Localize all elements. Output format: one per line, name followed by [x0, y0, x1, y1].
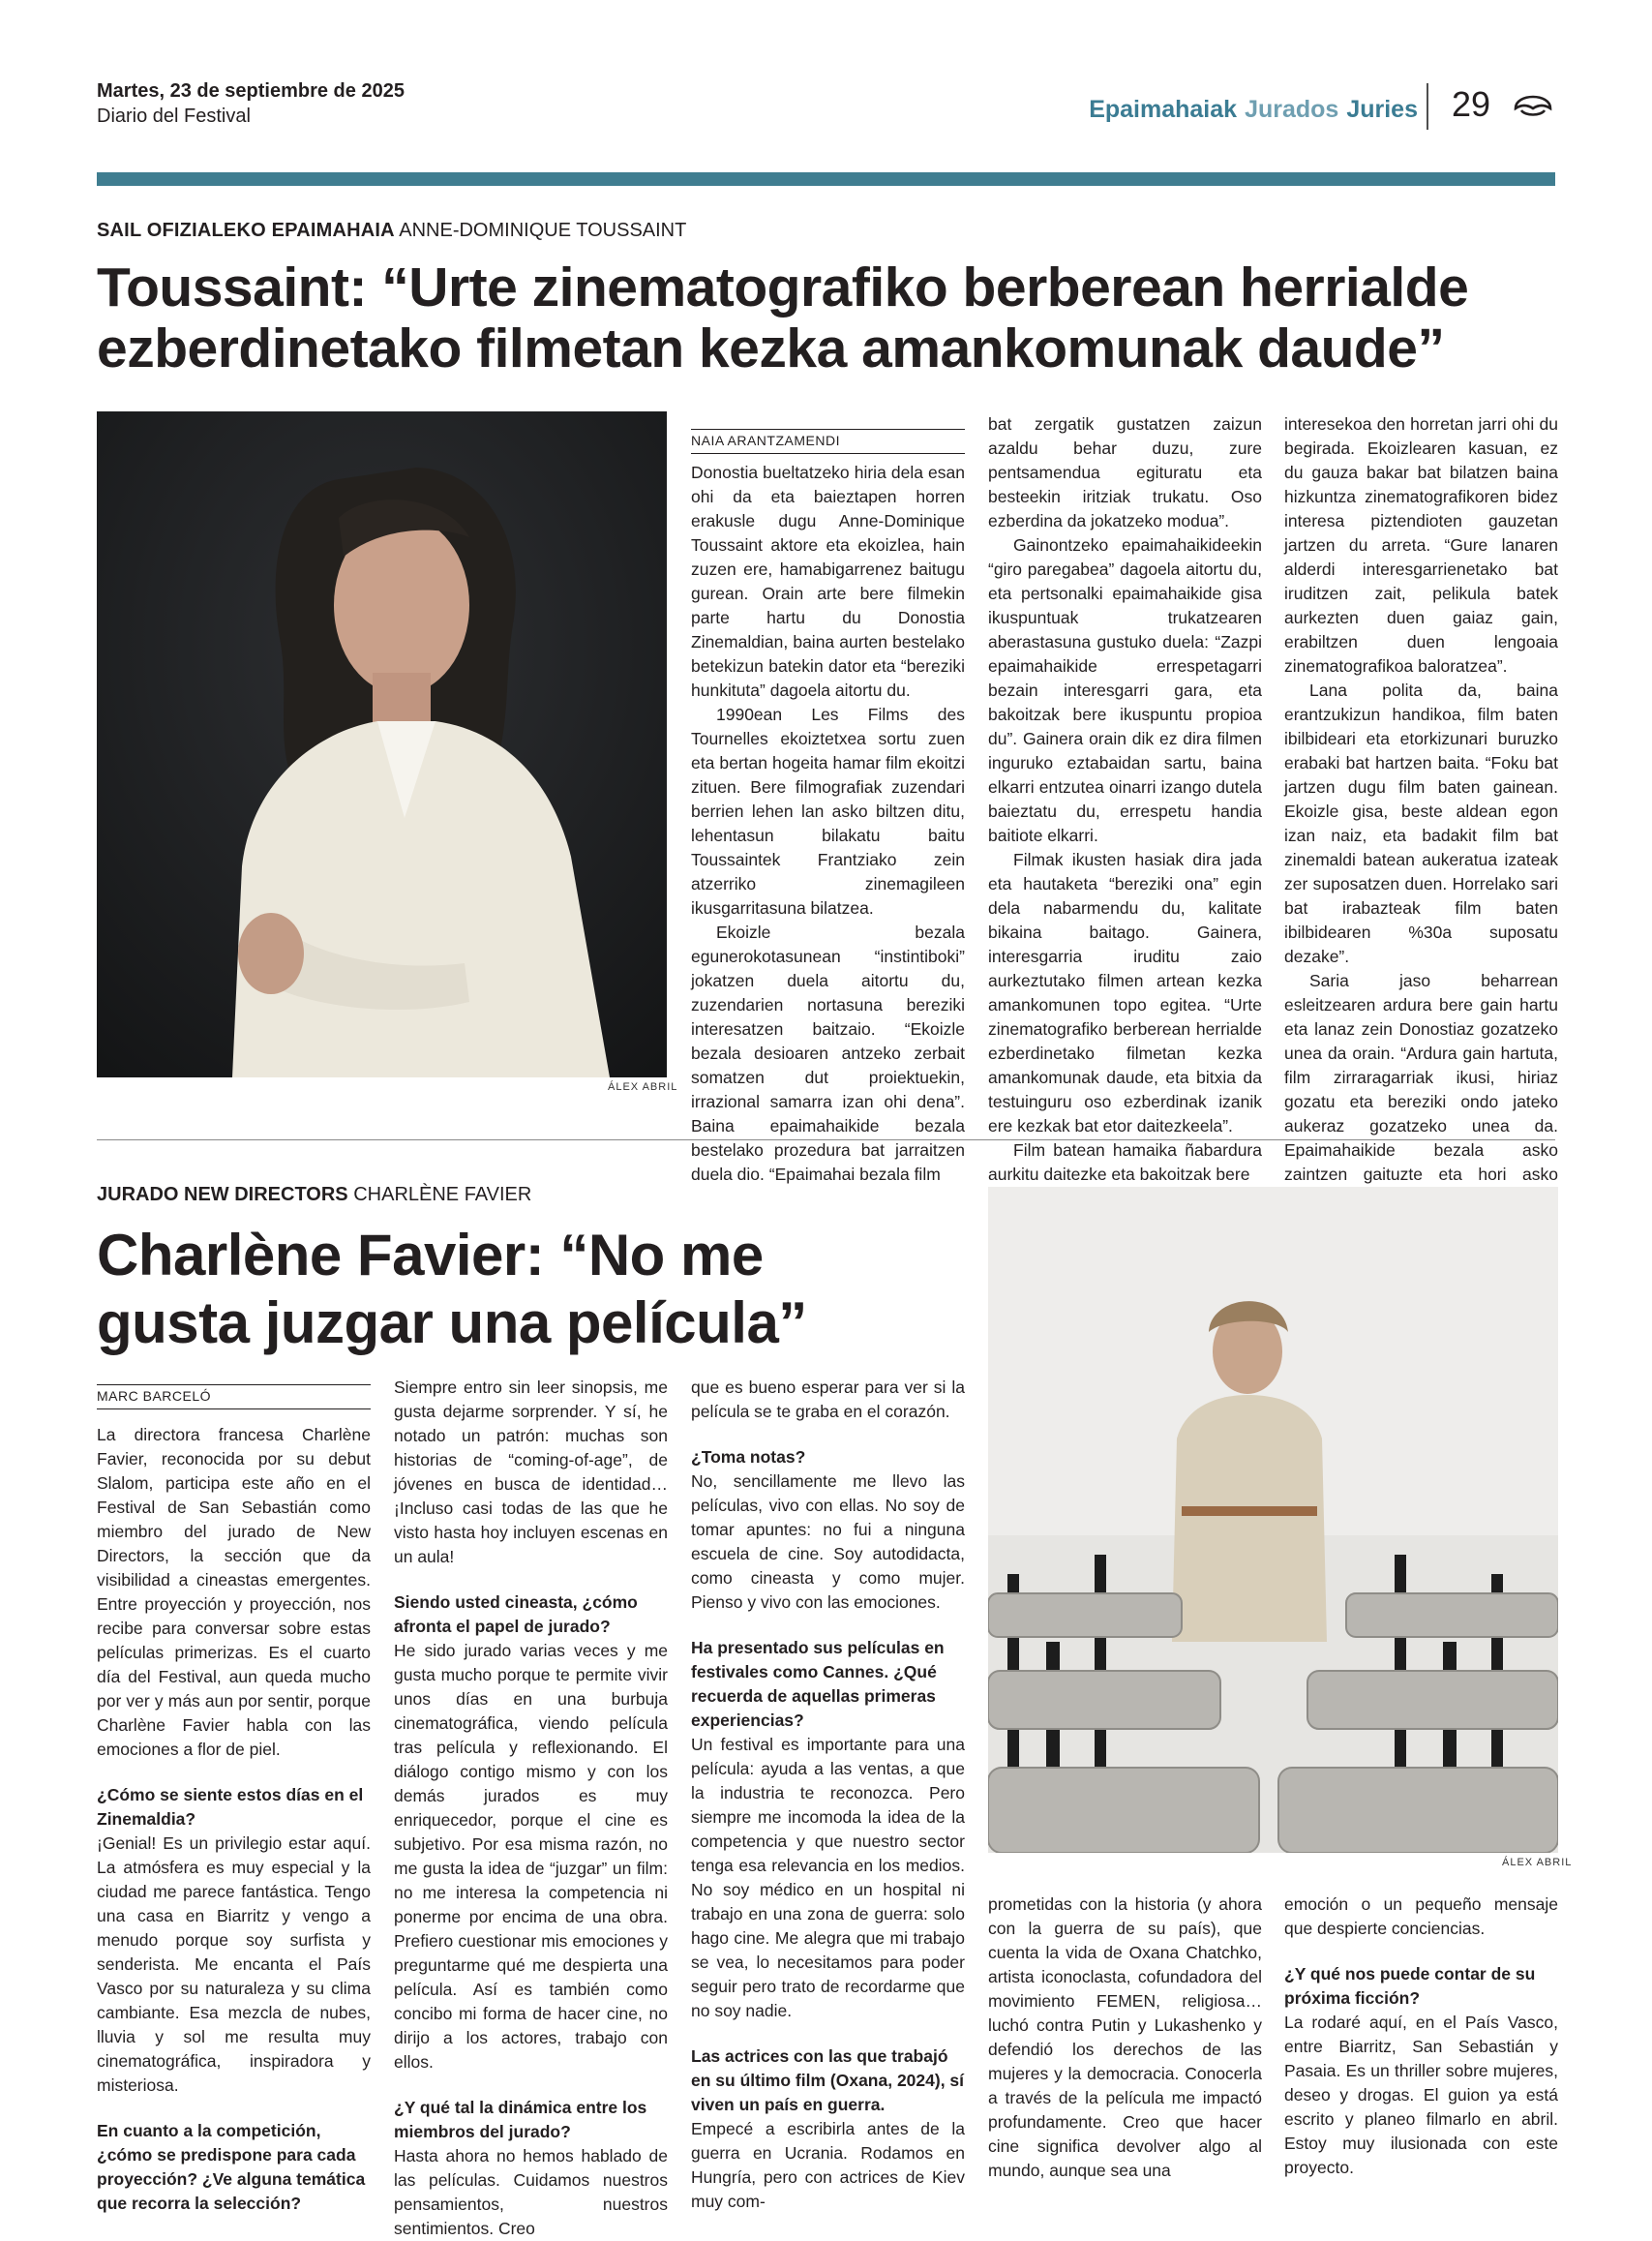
paragraph: Gainontzeko epaimahaikideekin “giro paregabea” dagoela aitortu du, eta pertsonalki epaimahaikide gisa ikuspuntuak trukatzearen aberastasuna gustuko duela: “Zazpi epaimahaikide errespetagarri bezain interesgarri gara, eta bakoitzak bere ikuspuntu propioa du”. Gainera orain dik ez dira filmen inguruko eztabaidan sartu, baina elkarri entzutea oinarri izango dutela baieztatu du, errespetu handia baitiote elkarri.: [988, 535, 1262, 845]
section-en: Juries: [1346, 96, 1418, 123]
answer: que es bueno esperar para ver si la película se te graba en el corazón.: [691, 1378, 965, 1421]
article1-byline: NAIA ARANTZAMENDI: [691, 429, 965, 454]
article2-kicker-name: CHARLÈNE FAVIER: [353, 1184, 532, 1205]
article2-column-4: [988, 1893, 1262, 2183]
article1-column-3: [1284, 412, 1558, 1211]
article2-kicker: [97, 1183, 531, 1206]
article2-headline: Charlène Favier: “No me gusta juzgar una película”: [97, 1223, 807, 1355]
question: Las actrices con las que trabajó en su último film (Oxana, 2024), sí viven un país en guerra.: [691, 2046, 965, 2114]
article2-kicker-section: JURADO NEW DIRECTORS: [97, 1184, 348, 1205]
paragraph: interesekoa den horretan jarri ohi du begirada. Ekoizlearen kasuan, ez du gauza bakar bat bilatzen baina hizkuntza zinematografikoren bidez interesa piztendioten gauzetan jartzen du arreta. “Gure lanaren alderdi interesgarrienetako bat iruditzen zait, pelikula batek aurkezten duen gaiaz gain, erabiltzen duen lengoaia zinematografikoa baloratzea”.: [1284, 414, 1558, 676]
question: Siendo usted cineasta, ¿cómo afronta el papel de jurado?: [394, 1592, 638, 1636]
top-rule: [97, 172, 1555, 186]
question: En cuanto a la competición, ¿cómo se predispone para cada proyección? ¿Ve alguna temática que recorra la selección?: [97, 2121, 366, 2213]
festival-shell-icon: [1512, 87, 1554, 122]
answer: Hasta ahora no hemos hablado de las películas. Cuidamos nuestros pensamientos, nuestros sentimientos. Creo: [394, 2146, 668, 2238]
header-divider: [1427, 83, 1428, 130]
article1-kicker-section: SAIL OFIZIALEKO EPAIMAHAIA: [97, 220, 395, 241]
article-divider: [97, 1139, 1555, 1140]
question: ¿Y qué tal la dinámica entre los miembros del jurado?: [394, 2098, 647, 2141]
paragraph: Film batean hamaika ñabardura aurkitu daitezke eta bakoitzak bere: [988, 1140, 1262, 1184]
intro-paragraph: La directora francesa Charlène Favier, reconocida por su debut Slalom, participa este año en el Festival de San Sebastián como miembro del jurado de New Directors, la sección que da visibilidad a cineastas emergentes. Entre proyección y proyección, nos recibe para conversar sobre estas películas primerizas. Es el cuarto día del Festival, aun queda mucho por ver y más aun por sentir, porque Charlène Favier habla con las emociones a flor de piel.: [97, 1425, 371, 1759]
question: ¿Toma notas?: [691, 1447, 806, 1467]
paragraph: Lana polita da, baina erantzukizun handikoa, film baten ibilbideari eta etorkizunari buruzko erabaki bat hartzen baita. “Foku bat jartzen dugu film baten gainean. Ekoizle gisa, beste aldean egon izan naiz, eta badakit film bat zinemaldi batean aukeratua izateak zer suposatzen duen. Horrelako sari bat irabazteak film baten ibilbidearen %30a suposatu dezake”.: [1284, 681, 1558, 966]
section-es: Jurados: [1245, 96, 1339, 123]
paragraph: Donostia bueltatzeko hiria dela esan ohi da eta baieztapen horren erakusle dugu Anne-Dominique Toussaint aktore eta ekoizlea, hain zuzen ere, hamabigarrenez baitugu gurean. Orain arte bere filmekin parte hartu du Donostia Zinemaldian, baina aurten bestelako betekizun batekin dator eta “bereziki hunkituta” dagoela aitortu du.: [691, 463, 965, 700]
article1-headline: Toussaint: “Urte zinematografiko berberean herrialde ezberdinetako filmetan kezka amankomunak daude”: [97, 257, 1469, 379]
answer: La rodaré aquí, en el País Vasco, entre Biarritz, San Sebastián y Pasaia. Es un thriller sobre mujeres, deseo y drogas. El guion ya está escrito y planeo filmarlo en abril. Estoy muy ilusionada con este proyecto.: [1284, 2013, 1558, 2177]
publication-name: Diario del Festival: [97, 106, 251, 127]
paragraph: Ekoizle bezala egunerokotasunean “instintiboki” jokatzen duela aitortu du, zuzendarien nortasuna bereziki interesatzen baitzaio. “Ekoizle bezala desioaren antzeko zerbait somatzen dut proiektuekin, irrazional samarra izan ohi dena”. Baina epaimahaikide bezala bestelako prozedura bat jarraitzen duela dio. “Epaimahai bezala film: [691, 923, 965, 1184]
section-eu: Epaimahaiak: [1089, 96, 1238, 123]
paragraph: 1990ean Les Films des Tournelles ekoiztetxea sortu zuen eta bertan hogeita hamar film ekoitzi zituen. Bere filmografiak zuzendari berrien lehen lan asko biltzen ditu, lehentasun bilakatu baitu Toussaintek Frantziako zein atzerriko zinemagileen ikusgarritasuna bilatzea.: [691, 705, 965, 918]
paragraph: Filmak ikusten hasiak dira jada eta hautaketa “bereziki ona” egin dela nabarmendu du, kalitate bikaina baitago. Gainera, interesgarria iruditu zaio aurkeztutako filmen artean kezka amankomunen topo egitea. “Urte zinematografiko berberean herrialde ezberdinetako filmetan kezka amankomunak daude, eta bitxia da testuinguru oso ezberdinak izanik ere kezkak bat etor daitezkeela”.: [988, 850, 1262, 1136]
article2-column-2: [394, 1376, 668, 2241]
answer: ¡Genial! Es un privilegio estar aquí. La atmósfera es muy especial y la ciudad me parece fantástica. Tengo una casa en Biarritz y vengo a menudo porque soy surfista y senderista. Me encanta el País Vasco por su naturaleza y su clima cambiante. Esa mezcla de nubes, lluvia y sol me resulta muy cinematográfica, inspiradora y misteriosa.: [97, 1833, 371, 2095]
answer: Un festival es importante para una película: ayuda a las ventas, a que la industria te reconozca. Pero siempre me incomoda la idea de la competencia y que nuestro sector tenga esa relevancia en los medios. No soy médico en un hospital ni trabajo en una zona de guerra: solo hago cine. Me alegra que mi trabajo se vea, lo necesitamos para poder seguir pero trato de recordarme que no soy nadie.: [691, 1735, 965, 2020]
answer: No, sencillamente me llevo las películas, vivo con ellas. No soy de tomar apuntes: no fui a ninguna escuela de cine. Soy autodidacta, como cineasta y como mujer. Pienso y vivo con las emociones.: [691, 1471, 965, 1612]
article2-column-3: [691, 1376, 965, 2214]
article2-byline: MARC BARCELÓ: [97, 1384, 371, 1409]
article1-column-2: [988, 412, 1262, 1187]
article2-photo-favier: [988, 1187, 1558, 1853]
answer: prometidas con la historia (y ahora con la guerra de su país), que cuenta la vida de Oxana Chatchko, artista iconoclasta, cofundadora del movimiento FEMEN, religiosa… luchó contra Putin y Lukashenko y defendió los derechos de las mujeres y la democracia. Conocerla a través de la película me impactó profundamente. Creo que hacer cine significa devolver algo al mundo, aunque sea una: [988, 1894, 1262, 2180]
article2-column-5: [1284, 1893, 1558, 2180]
portrait-illustration: [97, 411, 667, 1077]
answer: emoción o un pequeño mensaje que despierte conciencias.: [1284, 1894, 1558, 1938]
paragraph: bat zergatik gustatzen zaizun azaldu behar duzu, zure pentsamendua egituratu eta besteekin iritziak trukatu. Oso ezberdina da jokatzeko modua”.: [988, 414, 1262, 530]
issue-date: Martes, 23 de septiembre de 2025: [97, 80, 405, 102]
question: ¿Cómo se siente estos días en el Zinemaldia?: [97, 1785, 364, 1829]
paragraph: Saria jaso beharrean esleitzearen ardura bere gain hartu eta lanaz zein Donostiaz gozatzeko unea da orain. “Ardura gain hartuta, film zirraragarriak ikusi, hiriaz gozatu eta bereziki ondo jateko aukeraz gozatzeko unea da. Epaimahaikide bezala asko zaintzen gaituzte eta hori asko: [1284, 971, 1558, 1184]
article1-photo-credit: ÁLEX ABRIL: [608, 1081, 678, 1093]
article1-kicker-name: ANNE-DOMINIQUE TOUSSAINT: [399, 220, 687, 241]
article1-kicker: [97, 219, 686, 242]
answer: Siempre entro sin leer sinopsis, me gusta dejarme sorprender. Y sí, he notado un patrón: muchas son historias de “coming-of-age”, de jóvenes en busca de identidad… ¡Incluso casi todas de las que he visto hasta hoy incluyen escenas en un aula!: [394, 1378, 668, 1566]
article2-photo-credit: ÁLEX ABRIL: [1502, 1857, 1573, 1868]
question: Ha presentado sus películas en festivales como Cannes. ¿Qué recuerda de aquellas primeras experiencias?: [691, 1638, 945, 1730]
article1-photo-toussaint: [97, 411, 667, 1077]
page-number: 29: [1452, 84, 1491, 124]
question: ¿Y qué nos puede contar de su próxima ficción?: [1284, 1964, 1536, 2008]
cinema-seats-illustration: [988, 1187, 1558, 1853]
section-title: [1089, 95, 1418, 124]
article2-column-1: [97, 1423, 371, 2216]
article1-column-1: [691, 461, 965, 1187]
answer: He sido jurado varias veces y me gusta mucho porque te permite vivir unos días en una burbuja cinematográfica, viendo película tras película y reflexionando. El diálogo contigo mismo y con los demás jurados es muy enriquecedor, porque el cine es subjetivo. Por esa misma razón, no me gusta la idea de “juzgar” un film: no me interesa la competencia ni ponerme por encima de una obra. Prefiero cuestionar mis emociones y preguntarme qué me despierta una película. Así es también como concibo mi forma de hacer cine, no dirijo a los actores, trabajo con ellos.: [394, 1641, 668, 2072]
answer: Empecé a escribirla antes de la guerra en Ucrania. Rodamos en Hungría, pero con actrices de Kiev muy com-: [691, 2119, 965, 2211]
